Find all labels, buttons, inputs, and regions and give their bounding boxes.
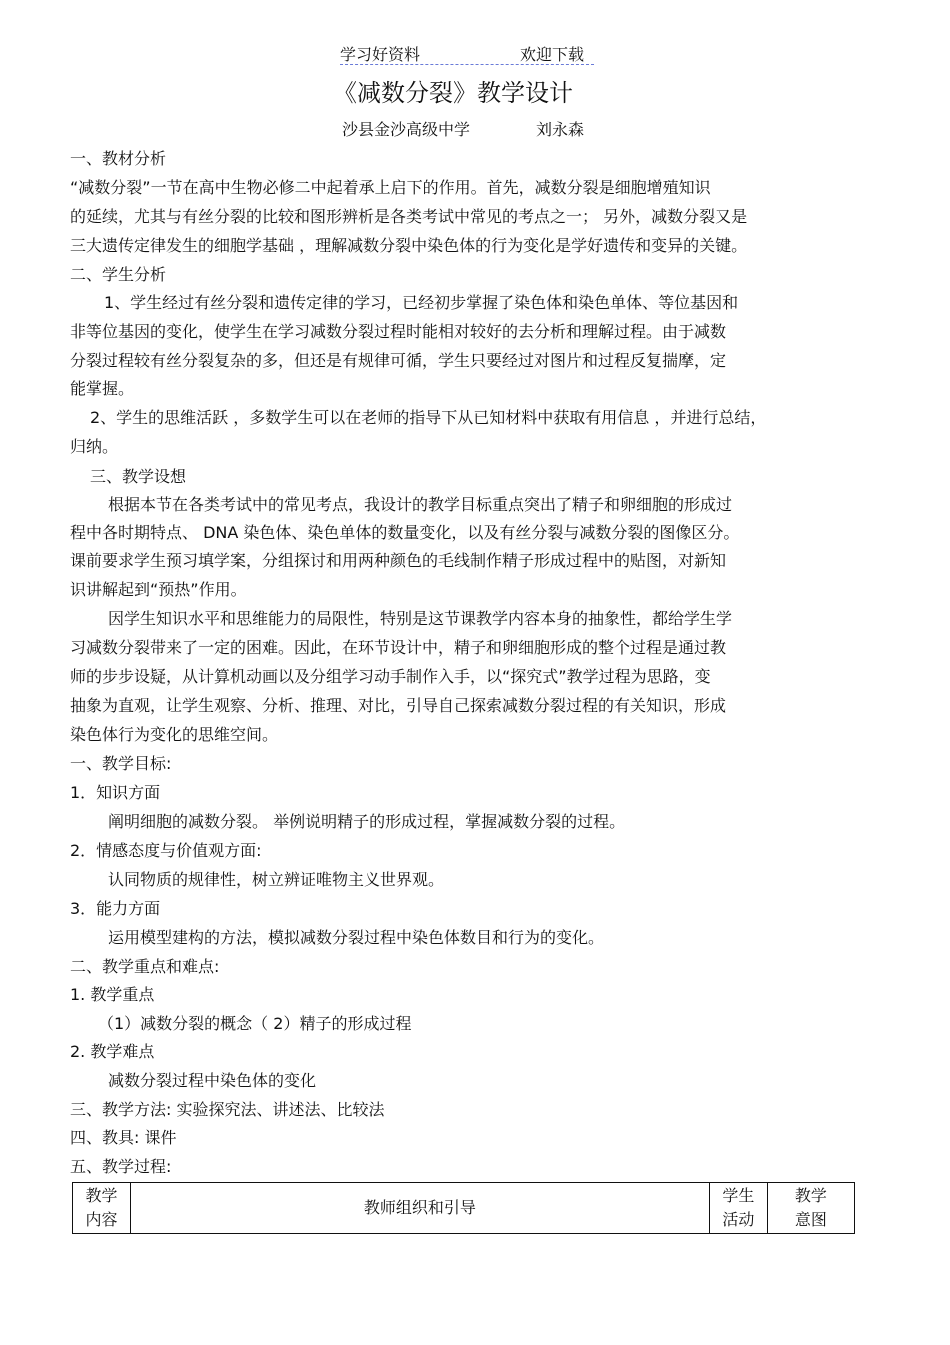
section-heading: 五、教学过程: — [70, 1157, 172, 1176]
section-heading: 三、教学方法: 实验探究法、讲述法、比较法 — [70, 1100, 385, 1119]
paragraph-line: 抽象为直观，让学生观察、分析、推理、对比，引导自己探索减数分裂过程的有关知识，形成 — [70, 696, 727, 715]
paragraph-line: 减数分裂过程中染色体的变化 — [108, 1071, 317, 1090]
paragraph-line: 因学生知识水平和思维能力的局限性，特别是这节课教学内容本身的抽象性，都给学生学 — [108, 609, 733, 628]
header-right: 欢迎下载 — [520, 45, 585, 64]
paragraph-line: 分裂过程较有丝分裂复杂的多，但还是有规律可循，学生只要经过对图片和过程反复揣摩，定 — [70, 351, 727, 370]
table-header-cell: 教学 意图 — [767, 1183, 854, 1234]
paragraph-line: 非等位基因的变化，使学生在学习减数分裂过程时能相对较好的去分析和理解过程。由于减数 — [70, 322, 727, 341]
subsection-heading: 2. 教学难点 — [70, 1042, 155, 1061]
subsection-heading: 3．能力方面 — [70, 899, 161, 918]
section-heading: 一、教学目标: — [70, 754, 172, 773]
paragraph-line: 归纳。 — [70, 437, 119, 456]
document-title: 《减数分裂》教学设计 — [333, 79, 573, 107]
table-header-row — [73, 1183, 855, 1234]
paragraph-line: 程中各时期特点、 DNA 染色体、染色单体的数量变化，以及有丝分裂与减数分裂的图像区分。 — [70, 523, 740, 542]
section-heading: 三、教学设想 — [90, 467, 187, 486]
section-heading: 二、学生分析 — [70, 265, 167, 284]
paragraph-line: 的延续，尤其与有丝分裂的比较和图形辨析是各类考试中常见的考点之一； 另外，减数分裂又是 — [70, 207, 748, 226]
subsection-heading: 1. 教学重点 — [70, 985, 155, 1004]
table-header-cell: 教学 内容 — [73, 1183, 131, 1234]
paragraph-line: 三大遗传定律发生的细胞学基础 ，理解减数分裂中染色体的行为变化是学好遗传和变异的关键。 — [70, 236, 748, 255]
page-header — [340, 42, 594, 65]
subsection-heading: 1．知识方面 — [70, 783, 161, 802]
paragraph-line: 识讲解起到“预热”作用。 — [70, 580, 247, 599]
paragraph-line: 课前要求学生预习填学案，分组探讨和用两种颜色的毛线制作精子形成过程中的贴图，对新知 — [70, 551, 727, 570]
paragraph-line: 2、学生的思维活跃 ，多数学生可以在老师的指导下从已知材料中获取有用信息 ，并进行总结， — [90, 408, 767, 427]
subsection-heading: 2．情感态度与价值观方面: — [70, 841, 262, 860]
paragraph-line: 1、学生经过有丝分裂和遗传定律的学习，已经初步掌握了染色体和染色单体、等位基因和 — [104, 293, 739, 312]
school-name: 沙县金沙高级中学 — [342, 120, 471, 139]
paragraph-line: 能掌握。 — [70, 379, 135, 398]
table-header-cell: 教师组织和引导 — [131, 1183, 710, 1234]
section-heading: 四、教具: 课件 — [70, 1128, 177, 1147]
paragraph-line: 师的步步设疑，从计算机动画以及分组学习动手制作入手，以“探究式”教学过程为思路，变 — [70, 667, 711, 686]
table-header-cell: 学生 活动 — [709, 1183, 767, 1234]
paragraph-line: 染色体行为变化的思维空间。 — [70, 725, 279, 744]
section-heading: 一、教材分析 — [70, 149, 167, 168]
paragraph-line: 认同物质的规律性，树立辨证唯物主义世界观。 — [108, 870, 445, 889]
paragraph-line: 运用模型建构的方法，模拟减数分裂过程中染色体数目和行为的变化。 — [108, 928, 605, 947]
paragraph-line: “减数分裂”一节在高中生物必修二中起着承上启下的作用。首先，减数分裂是细胞增殖知识 — [70, 178, 711, 197]
paragraph-line: 阐明细胞的减数分裂。 举例说明精子的形成过程，掌握减数分裂的过程。 — [108, 812, 626, 831]
section-heading: 二、教学重点和难点: — [70, 957, 220, 976]
paragraph-line: 习减数分裂带来了一定的困难。因此，在环节设计中，精子和卵细胞形成的整个过程是通过教 — [70, 638, 727, 657]
author-name: 刘永森 — [536, 120, 585, 139]
header-left: 学习好资料 — [340, 45, 421, 64]
paragraph-line: 根据本节在各类考试中的常见考点，我设计的教学目标重点突出了精子和卵细胞的形成过 — [108, 495, 733, 514]
paragraph-line: （1）减数分裂的概念（ 2）精子的形成过程 — [98, 1014, 412, 1033]
process-table — [72, 1182, 855, 1234]
